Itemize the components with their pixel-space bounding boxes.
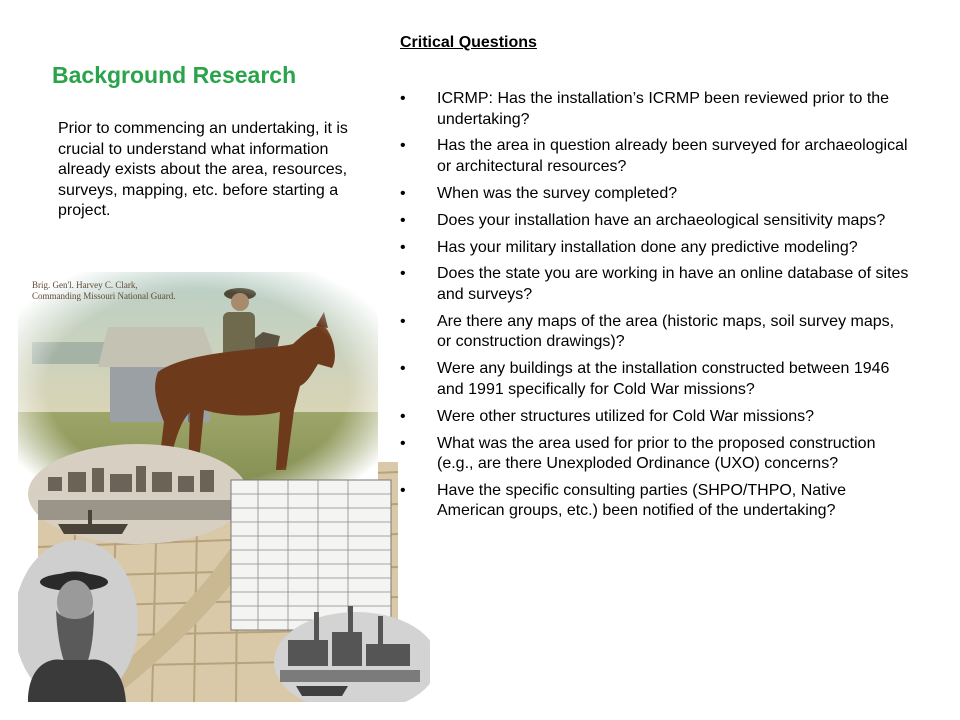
question-text: When was the survey completed? <box>437 184 678 202</box>
bullet-marker: • <box>400 137 406 155</box>
question-item <box>400 89 910 130</box>
question-item <box>400 359 910 400</box>
census-ledger-document <box>231 480 391 630</box>
photo-caption-line1: Brig. Gen'l. Harvey C. Clark, <box>32 280 138 290</box>
bullet-marker: • <box>400 434 406 452</box>
question-text: What was the area used for prior to the proposed construction (e.g., are there Unexploded Ordinance (UXO) concerns? <box>437 434 876 473</box>
bullet-marker: • <box>400 238 406 256</box>
question-text: Were any buildings at the installation constructed between 1946 and 1991 specifically for Cold War missions? <box>437 360 890 398</box>
riverfront-town-sketch <box>28 444 248 544</box>
question-item <box>400 407 910 428</box>
historic-photo-collage <box>18 272 430 702</box>
question-item <box>400 136 910 177</box>
question-item <box>400 312 910 353</box>
question-item <box>400 264 910 305</box>
bullet-marker: • <box>400 312 406 330</box>
question-item <box>400 238 910 259</box>
bearded-man-portrait <box>18 540 138 702</box>
question-item <box>400 481 910 522</box>
bullet-marker: • <box>400 211 406 229</box>
critical-questions-heading: Critical Questions <box>400 34 537 51</box>
question-text: Has the area in question already been surveyed for archaeological or architectural resources? <box>437 137 908 175</box>
intro-paragraph: Prior to commencing an undertaking, it is crucial to understand what information already exists about the area, resources, surveys, mapping, etc. before starting a project. <box>58 120 348 219</box>
question-item <box>400 211 910 232</box>
question-item <box>400 184 910 205</box>
question-text: Are there any maps of the area (historic maps, soil survey maps, or construction drawings)? <box>437 312 895 351</box>
slide-title: Background Research <box>52 62 297 88</box>
question-text: Has your military installation done any predictive modeling? <box>437 238 858 256</box>
question-text: Were other structures utilized for Cold War missions? <box>437 407 815 425</box>
question-item <box>400 434 910 475</box>
bullet-marker: • <box>400 407 406 425</box>
question-text: ICRMP: Has the installation’s ICRMP been reviewed prior to the undertaking? <box>437 90 890 128</box>
bullet-marker: • <box>400 481 406 499</box>
bullet-marker: • <box>400 184 406 202</box>
bullet-marker: • <box>400 265 406 283</box>
photo-caption-line2: Commanding Missouri National Guard. <box>32 291 176 301</box>
critical-questions-list <box>400 89 910 528</box>
bullet-marker: • <box>400 360 406 378</box>
question-text: Have the specific consulting parties (SHPO/THPO, Native American groups, etc.) been notified of the undertaking? <box>437 481 847 520</box>
question-text: Does the state you are working in have an online database of sites and surveys? <box>437 265 909 303</box>
question-text: Does your installation have an archaeological sensitivity maps? <box>437 211 886 229</box>
bullet-marker: • <box>400 90 406 107</box>
